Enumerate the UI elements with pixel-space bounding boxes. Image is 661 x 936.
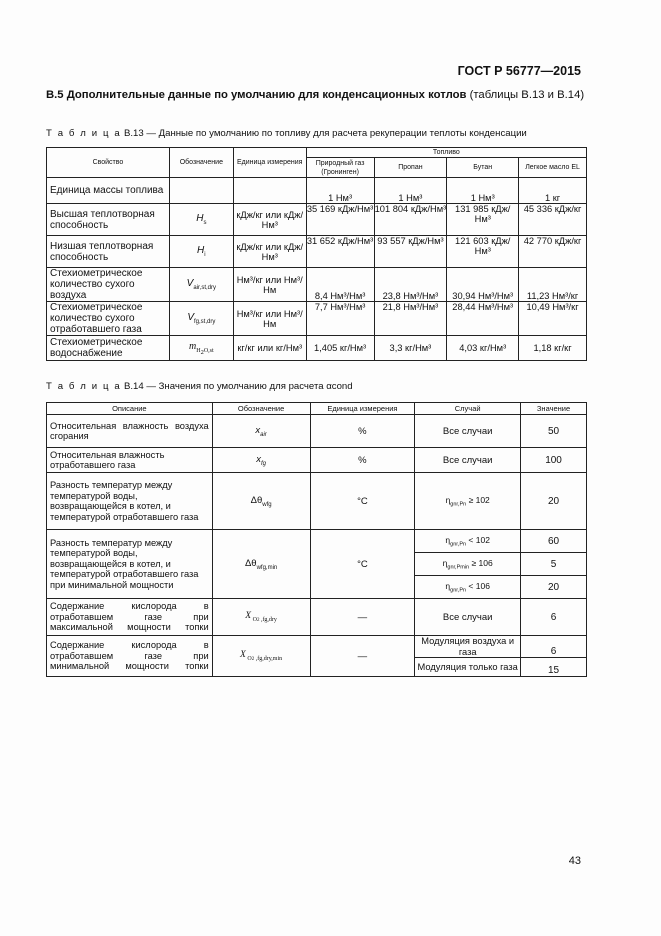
row-description: Разность температур между температурой воды, возвращающейся в котел, и температурой отработавшего газа <box>47 473 213 530</box>
row-gas: 1 Нм³ <box>306 178 374 204</box>
row-case: Все случаи <box>415 415 521 448</box>
row-value: 60 <box>521 530 587 553</box>
header-oil: Легкое масло EL <box>519 158 587 178</box>
row-unit: Нм³/кг или Нм³/Нм <box>233 268 306 302</box>
row-butane: 1 Нм³ <box>447 178 519 204</box>
row-propane: 23,8 Нм³/Нм³ <box>374 268 447 302</box>
row-butane: 121 603 кДж/Нм³ <box>447 236 519 268</box>
row-gas: 31 652 кДж/Нм³ <box>306 236 374 268</box>
header-property: Свойство <box>47 148 170 178</box>
header-symbol: Обозначение <box>169 148 233 178</box>
caption-label: Т а б л и ц а <box>46 128 122 139</box>
row-value: 6 <box>521 636 587 658</box>
row-symbol: $\Delta\theta_{wfg,min}$ <box>212 530 310 599</box>
page-number: 43 <box>568 855 581 867</box>
row-butane: 131 985 кДж/Нм³ <box>447 204 519 236</box>
row-case: $\eta_{gnr,Pn} < 102$ <box>415 530 521 553</box>
row-butane: 4,03 кг/Нм³ <box>447 336 519 361</box>
standard-designation: ГОСТ Р 56777—2015 <box>457 64 581 78</box>
row-symbol: $V_{fg,st,dry}$ <box>169 302 233 336</box>
row-value: 20 <box>521 576 587 599</box>
row-case: $\eta_{gnr,Pmin} \ge 106$ <box>415 553 521 576</box>
row-value: 20 <box>521 473 587 530</box>
row-symbol: X $_{O2 ,fg,dry,min}$ <box>212 636 310 677</box>
row-unit: °C <box>310 473 415 530</box>
table-row <box>47 530 587 553</box>
header-butane: Бутан <box>447 158 519 178</box>
row-symbol: $\Delta\theta_{wfg}$ <box>212 473 310 530</box>
caption-text: B.14 — Значения по умолчанию для расчета αcond <box>121 381 353 392</box>
row-butane: 30,94 Нм³/Нм³ <box>447 268 519 302</box>
table-row <box>47 236 587 268</box>
row-value: 15 <box>521 658 587 677</box>
section-ref: (таблицы B.13 и B.14) <box>466 89 585 101</box>
section-heading <box>46 88 586 102</box>
row-property: Стехиометрическое количество сухого отработавшего газа <box>47 302 170 336</box>
row-unit: % <box>310 415 415 448</box>
row-property: Стехиометрическое количество сухого воздуха <box>47 268 170 302</box>
row-unit: кг/кг или кг/Нм³ <box>233 336 306 361</box>
row-property: Высшая теплотворная способность <box>47 204 170 236</box>
row-unit: кДж/кг или кДж/Нм³ <box>233 236 306 268</box>
row-oil: 45 336 кДж/кг <box>519 204 587 236</box>
row-oil: 1 кг <box>519 178 587 204</box>
table-b14 <box>46 402 587 677</box>
row-symbol: X $_{O2 ,fg,dry}$ <box>212 599 310 636</box>
header-unit: Единица измерения <box>233 148 306 178</box>
table-b14-caption <box>46 381 353 392</box>
table-row <box>47 448 587 473</box>
row-propane: 1 Нм³ <box>374 178 447 204</box>
row-oil: 10,49 Нм³/кг <box>519 302 587 336</box>
row-case: $\eta_{gnr,Pn} < 106$ <box>415 576 521 599</box>
row-unit: кДж/кг или кДж/ Нм³ <box>233 204 306 236</box>
table-row <box>47 336 587 361</box>
table-row <box>47 178 587 204</box>
row-case: Модуляция только газа <box>415 658 521 677</box>
header-propane: Пропан <box>374 158 447 178</box>
row-value: 50 <box>521 415 587 448</box>
row-property: Единица массы топлива <box>47 178 170 204</box>
table-row <box>47 204 587 236</box>
row-description: Содержание кислорода в отработавшем газе при минимальной мощности топки <box>47 636 213 677</box>
row-butane: 28,44 Нм³/Нм³ <box>447 302 519 336</box>
row-case: Все случаи <box>415 599 521 636</box>
section-title: B.5 Дополнительные данные по умолчанию для конденсационных котлов <box>46 89 467 101</box>
row-property: Стехиометрическое водоснабжение <box>47 336 170 361</box>
row-description: Содержание кислорода в отработавшем газе при максимальной мощности топки <box>47 599 213 636</box>
row-oil: 42 770 кДж/кг <box>519 236 587 268</box>
caption-text: B.13 — Данные по умолчанию по топливу для расчета рекуперации теплоты конденсации <box>121 128 527 139</box>
row-propane: 3,3 кг/Нм³ <box>374 336 447 361</box>
row-description: Относительная влажность воздуха сгорания <box>47 415 213 448</box>
table-row <box>47 473 587 530</box>
row-symbol: $x_{air}$ <box>212 415 310 448</box>
header-fuel: Топливо <box>306 148 586 158</box>
row-symbol: $H_i$ <box>169 236 233 268</box>
header-case: Случай <box>415 403 521 415</box>
row-value: 100 <box>521 448 587 473</box>
row-value: 5 <box>521 553 587 576</box>
row-symbol <box>169 178 233 204</box>
row-unit: — <box>310 599 415 636</box>
row-symbol: $x_{fg}$ <box>212 448 310 473</box>
row-gas: 7,7 Нм³/Нм³ <box>306 302 374 336</box>
row-value: 6 <box>521 599 587 636</box>
header-value: Значение <box>521 403 587 415</box>
row-unit: % <box>310 448 415 473</box>
row-oil: 11,23 Нм³/кг <box>519 268 587 302</box>
row-case: Модуляция воздуха и газа <box>415 636 521 658</box>
row-unit: — <box>310 636 415 677</box>
row-unit <box>233 178 306 204</box>
row-gas: 35 169 кДж/Нм³ <box>306 204 374 236</box>
row-property: Низшая теплотворная способность <box>47 236 170 268</box>
header-symbol: Обозначение <box>212 403 310 415</box>
row-propane: 93 557 кДж/Нм³ <box>374 236 447 268</box>
row-case: $\eta_{gnr,Pn} \ge 102$ <box>415 473 521 530</box>
row-symbol: $H_s$ <box>169 204 233 236</box>
row-unit: Нм³/кг или Нм³/Нм <box>233 302 306 336</box>
table-b13-caption <box>46 128 527 139</box>
row-propane: 101 804 кДж/Нм³ <box>374 204 447 236</box>
table-row <box>47 599 587 636</box>
row-symbol: $m_{H2O,st}$ <box>169 336 233 361</box>
table-row <box>47 415 587 448</box>
header-description: Описание <box>47 403 213 415</box>
row-case: Все случаи <box>415 448 521 473</box>
table-row <box>47 636 587 658</box>
table-row <box>47 302 587 336</box>
row-unit: °C <box>310 530 415 599</box>
row-gas: 8,4 Нм³/Нм³ <box>306 268 374 302</box>
row-symbol: $V_{air,st,dry}$ <box>169 268 233 302</box>
row-description: Относительная влажность отработавшего газа <box>47 448 213 473</box>
header-unit: Единица измерения <box>310 403 415 415</box>
row-gas: 1,405 кг/Нм³ <box>306 336 374 361</box>
row-propane: 21,8 Нм³/Нм³ <box>374 302 447 336</box>
table-b13 <box>46 147 587 361</box>
table-row <box>47 268 587 302</box>
header-gas: Природный газ (Гронинген) <box>306 158 374 178</box>
row-description: Разность температур между температурой воды, возвращающейся в котел, и температурой отработавшего газа при минимальной мощности <box>47 530 213 599</box>
row-oil: 1,18 кг/кг <box>519 336 587 361</box>
caption-label: Т а б л и ц а <box>46 381 122 392</box>
